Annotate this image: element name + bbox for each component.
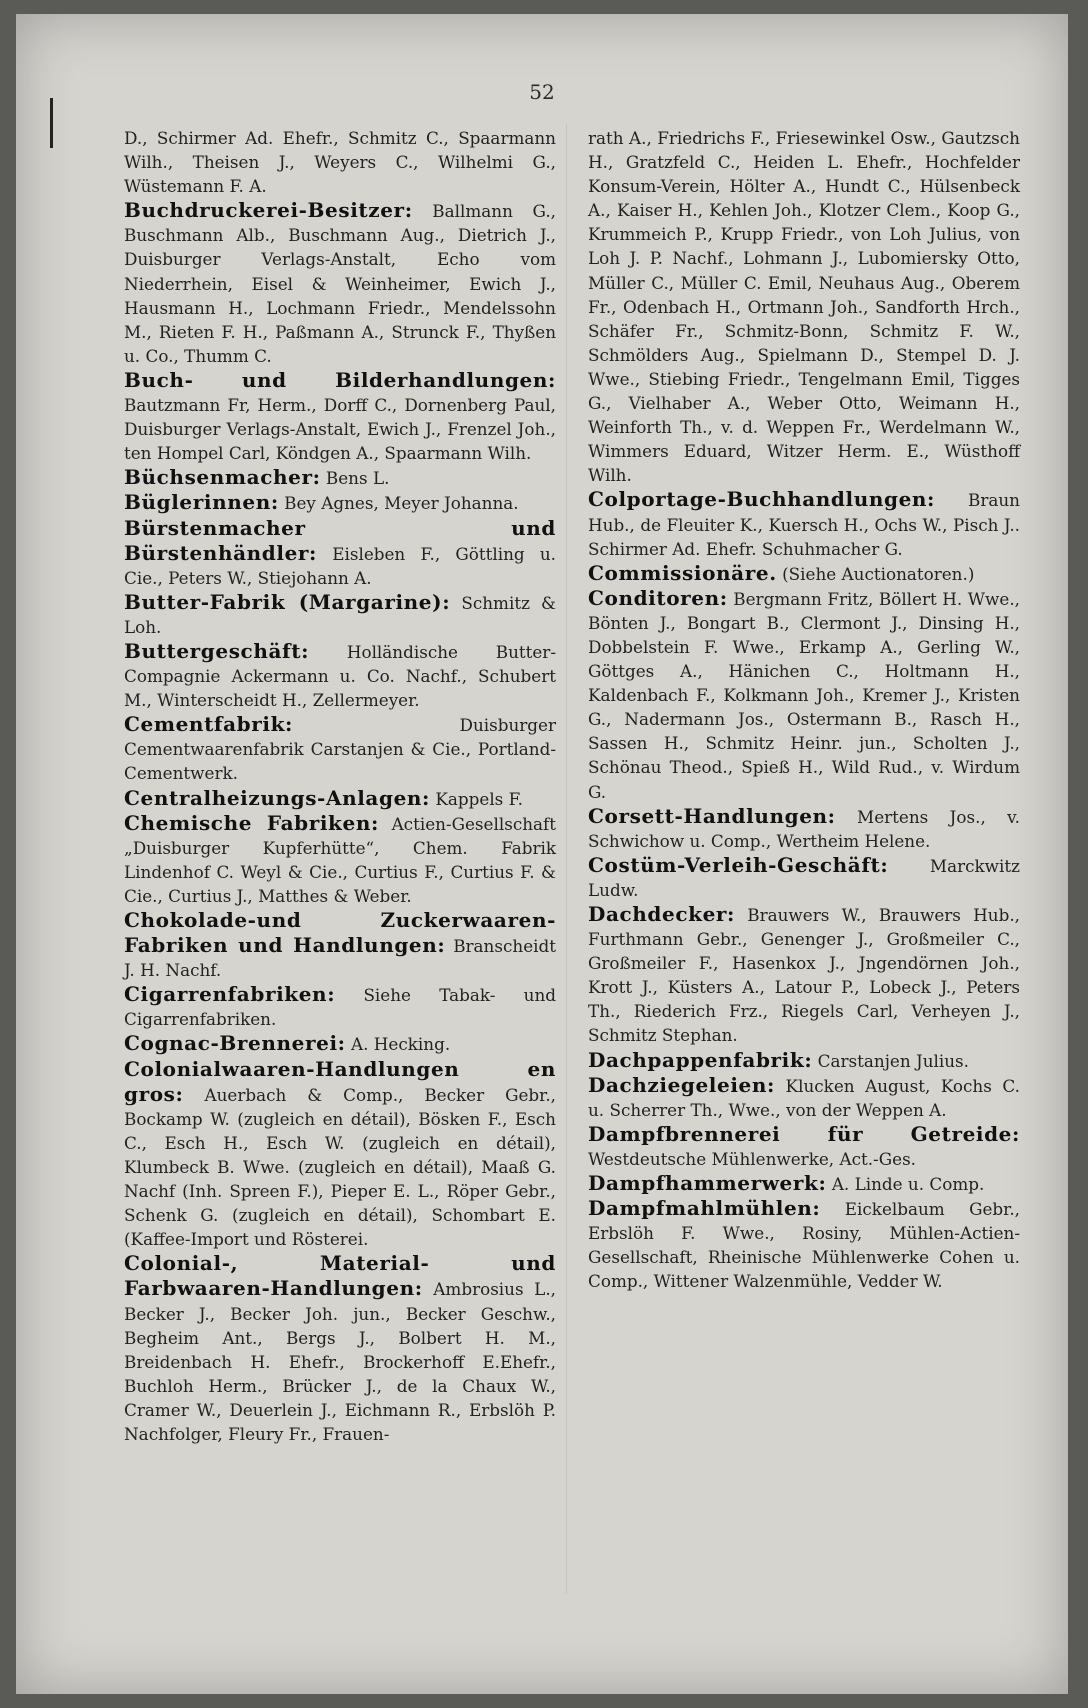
entry-text: Schmitz & Loh.: [124, 592, 556, 637]
trade-heading: Bürstenmacher und Bürstenhändler:: [124, 515, 556, 565]
trade-heading: Cementfabrik:: [124, 712, 294, 737]
trade-heading: Colonialwaaren-Handlungen en gros:: [124, 1056, 556, 1106]
trade-heading: Colonial-, Material- und Farbwaaren-Handlungen:: [124, 1251, 556, 1301]
directory-entry: [124, 1251, 556, 1446]
entry-text: Bergmann Fritz, Böllert H. Wwe., Bönten J., Bongart B., Clermont J., Dinsing H., Dobbelstein F. Wwe., Erkamp A., Gerling W., Göttges A., Hänichen C., Holtmann H., Kaldenbach F., Kolkmann Joh., Kremer J., Kristen G., Nadermann Jos., Ostermann B., Rasch H., Sassen H., Schmitz Heinr. jun., Scholten J., Schönau Theod., Spieß H., Wild Rud., v. Wirdum G.: [588, 588, 1020, 802]
directory-entry: [124, 490, 556, 515]
entry-text: Marckwitz Ludw.: [588, 855, 1020, 900]
trade-heading: Buchdruckerei-Besitzer:: [124, 198, 413, 223]
entry-text: Klucken August, Kochs C. u. Scherrer Th., Wwe., von der Weppen A.: [588, 1075, 1020, 1120]
trade-heading: Centralheizungs-Anlagen:: [124, 785, 431, 810]
directory-entry: [124, 1031, 556, 1056]
entry-text: Bens L.: [325, 468, 390, 489]
trade-heading: Dachziegeleien:: [588, 1072, 775, 1097]
trade-heading: Conditoren:: [588, 585, 728, 610]
directory-entry: [588, 902, 1020, 1048]
trade-heading: Chokolade-und Zuckerwaaren-Fabriken und Handlungen:: [124, 908, 556, 958]
trade-heading: Buch- und Bilderhandlungen:: [124, 367, 556, 392]
trade-heading: Dachdecker:: [588, 902, 736, 926]
left-column: [124, 126, 556, 1446]
directory-entry: [588, 126, 1020, 487]
trade-heading: Dachpappenfabrik:: [588, 1047, 813, 1072]
entry-text: Mertens Jos., v. Schwichow u. Comp., Wertheim Helene.: [588, 806, 1020, 851]
directory-entry: [124, 639, 556, 712]
directory-entry: [588, 586, 1020, 804]
entry-text: Holländische Butter-Compagnie Ackermann u. Co. Nachf., Schubert M., Winterscheidt H., Zellermeyer.: [124, 641, 556, 711]
entry-text: Branscheidt J. H. Nachf.: [124, 936, 556, 981]
trade-heading: Costüm-Verleih-Geschäft:: [588, 852, 889, 877]
entry-text: D., Schirmer Ad. Ehefr., Schmitz C., Spaarmann Wilh., Theisen J., Weyers C., Wilhelmi G., Wüstemann F. A.: [124, 128, 556, 197]
entry-text: Brauwers W., Brauwers Hub., Furthmann Gebr., Genenger J., Großmeiler C., Großmeiler F., Hasenkox J., Jngendörnen Joh., Krott J., Küsters A., Latour P., Lobeck J., Peters Th., Riederich Frz., Riegels Carl, Verheyen J., Schmitz Stephan.: [588, 905, 1021, 1046]
trade-heading: Colportage-Buchhandlungen:: [588, 487, 936, 512]
entry-text: Actien-Gesellschaft „Duisburger Kupferhütte“, Chem. Fabrik Lindenhof C. Weyl & Cie., Curtius F., Curtius F. & Cie., Curtius J., Matthes & Weber.: [124, 813, 556, 906]
directory-entry: [124, 465, 556, 490]
directory-entry: [124, 908, 556, 982]
entry-text: Westdeutsche Mühlenwerke, Act.-Ges.: [588, 1148, 917, 1169]
entry-text: Kappels F.: [435, 788, 523, 809]
trade-heading: Corsett-Handlungen:: [588, 803, 836, 828]
trade-heading: Cigarrenfabriken:: [124, 982, 336, 1007]
directory-entry: [588, 1122, 1020, 1171]
entry-text: A. Hecking.: [350, 1034, 451, 1055]
directory-entry: [588, 1073, 1020, 1122]
trade-heading: Chemische Fabriken:: [124, 810, 379, 835]
entry-text: (Siehe Auctionatoren.): [782, 563, 975, 584]
directory-entry: [124, 1057, 556, 1252]
directory-entry: [588, 1196, 1020, 1293]
entry-text: Carstanjen Julius.: [817, 1050, 970, 1071]
trade-heading: Butter-Fabrik (Margarine):: [124, 589, 451, 614]
entry-text: Bey Agnes, Meyer Johanna.: [284, 493, 519, 514]
entry-text: Eisleben F., Göttling u. Cie., Peters W., Stiejohann A.: [124, 543, 556, 588]
entry-text: Ambrosius L., Becker J., Becker Joh. jun., Becker Geschw., Begheim Ant., Bergs J., Bolbert H. M., Breidenbach H. Ehefr., Brockerhoff E.Ehefr., Buchloh Herm., Brücker J., de la Chaux W., Cramer W., Deuerlein J., Eichmann R., Erbslöh P. Nachfolger, Fleury Fr., Frauen-: [124, 1279, 556, 1444]
directory-entry: [588, 1171, 1020, 1196]
trade-heading: Dampfbrennerei für Getreide:: [588, 1121, 1020, 1146]
directory-entry: [124, 126, 556, 198]
entry-text: Siehe Tabak- und Cigarrenfabriken.: [124, 985, 556, 1030]
directory-entry: [124, 811, 556, 908]
page-number: 52: [529, 80, 555, 104]
directory-entry: [124, 982, 556, 1031]
trade-heading: Dampfmahlmühlen:: [588, 1196, 821, 1221]
directory-entry: [124, 198, 556, 368]
trade-heading: Cognac-Brennerei:: [124, 1031, 346, 1056]
directory-entry: [588, 561, 1020, 586]
right-column: [588, 126, 1020, 1294]
directory-entry: [588, 853, 1020, 902]
entry-text: Ballmann G., Buschmann Alb., Buschmann Aug., Dietrich J., Duisburger Verlags-Anstalt, Echo vom Niederrhein, Eisel & Weinheimer, Ewich J., Hausmann H., Lochmann Friedr., Mendelssohn M., Rieten F. H., Paßmann A., Strunck F., Thyßen u. Co., Thumm C.: [124, 201, 556, 366]
trade-heading: Commissionäre.: [588, 560, 777, 585]
directory-entry: [588, 804, 1020, 853]
entry-text: A. Linde u. Comp.: [831, 1174, 985, 1195]
entry-text: Duisburger Cementwaarenfabrik Carstanjen & Cie., Portland-Cementwerk.: [124, 715, 556, 784]
directory-entry: [588, 1048, 1020, 1073]
trade-heading: Büglerinnen:: [124, 490, 279, 515]
entry-text: Braun Hub., de Fleuiter K., Kuersch H., Ochs W., Pisch J.. Schirmer Ad. Ehefr. Schuhmacher G.: [588, 490, 1020, 559]
directory-entry: [124, 590, 556, 639]
margin-mark: [50, 98, 53, 148]
entry-text: rath A., Friedrichs F., Friesewinkel Osw., Gautzsch H., Gratzfeld C., Heiden L. Ehefr., Hochfelder Konsum-Verein, Hölter A., Hundt C., Hülsenbeck A., Kaiser H., Kehlen Joh., Klotzer Clem., Koop G., Krummeich P., Krupp Friedr., von Loh Julius, von Loh J. P. Nachf., Lohmann J., Lubomiersky Otto, Müller C., Müller C. Emil, Neuhaus Aug., Oberem Fr., Odenbach H., Ortmann Joh., Sandforth Hrch., Schäfer Fr., Schmitz-Bonn, Schmitz F. W., Schmölders Aug., Spielmann D., Stempel D. J. Wwe., Stiebing Friedr., Tengelmann Emil, Tigges G., Vielhaber A., Weber Otto, Weimann H., Weinforth Th., v. d. Weppen Fr., Werdelmann W., Wimmers Eduard, Witzer Herm. E., Wüsthoff Wilh.: [588, 128, 1020, 486]
directory-entry: [124, 368, 556, 465]
column-divider: [566, 124, 567, 1594]
trade-heading: Dampfhammerwerk:: [588, 1171, 827, 1196]
entry-text: Eickelbaum Gebr., Erbslöh F. Wwe., Rosiny, Mühlen-Actien-Gesellschaft, Rheinische Mühlenwerke Cohen u. Comp., Wittener Walzenmühle, Vedder W.: [588, 1199, 1020, 1292]
directory-entry: [124, 786, 556, 811]
directory-entry: [124, 712, 556, 785]
entry-text: Bautzmann Fr, Herm., Dorff C., Dornenberg Paul, Duisburger Verlags-Anstalt, Ewich J., Frenzel Joh., ten Hompel Carl, Köndgen A., Spaarmann Wilh.: [124, 395, 556, 464]
directory-entry: [124, 516, 556, 590]
directory-entry: [588, 487, 1020, 560]
entry-text: Auerbach & Comp., Becker Gebr., Bockamp W. (zugleich en détail), Bösken F., Esch C., Esch H., Esch W. (zugleich en détail), Klumbeck B. Wwe. (zugleich en détail), Maaß G. Nachf (Inh. Spreen F.), Pieper E. L., Röper Gebr., Schenk G. (zugleich en détail), Schombart E. (Kaffee-Import und Rösterei.: [124, 1084, 556, 1250]
directory-page: [16, 14, 1068, 1694]
trade-heading: Buttergeschäft:: [124, 638, 310, 663]
trade-heading: Büchsenmacher:: [124, 465, 321, 490]
